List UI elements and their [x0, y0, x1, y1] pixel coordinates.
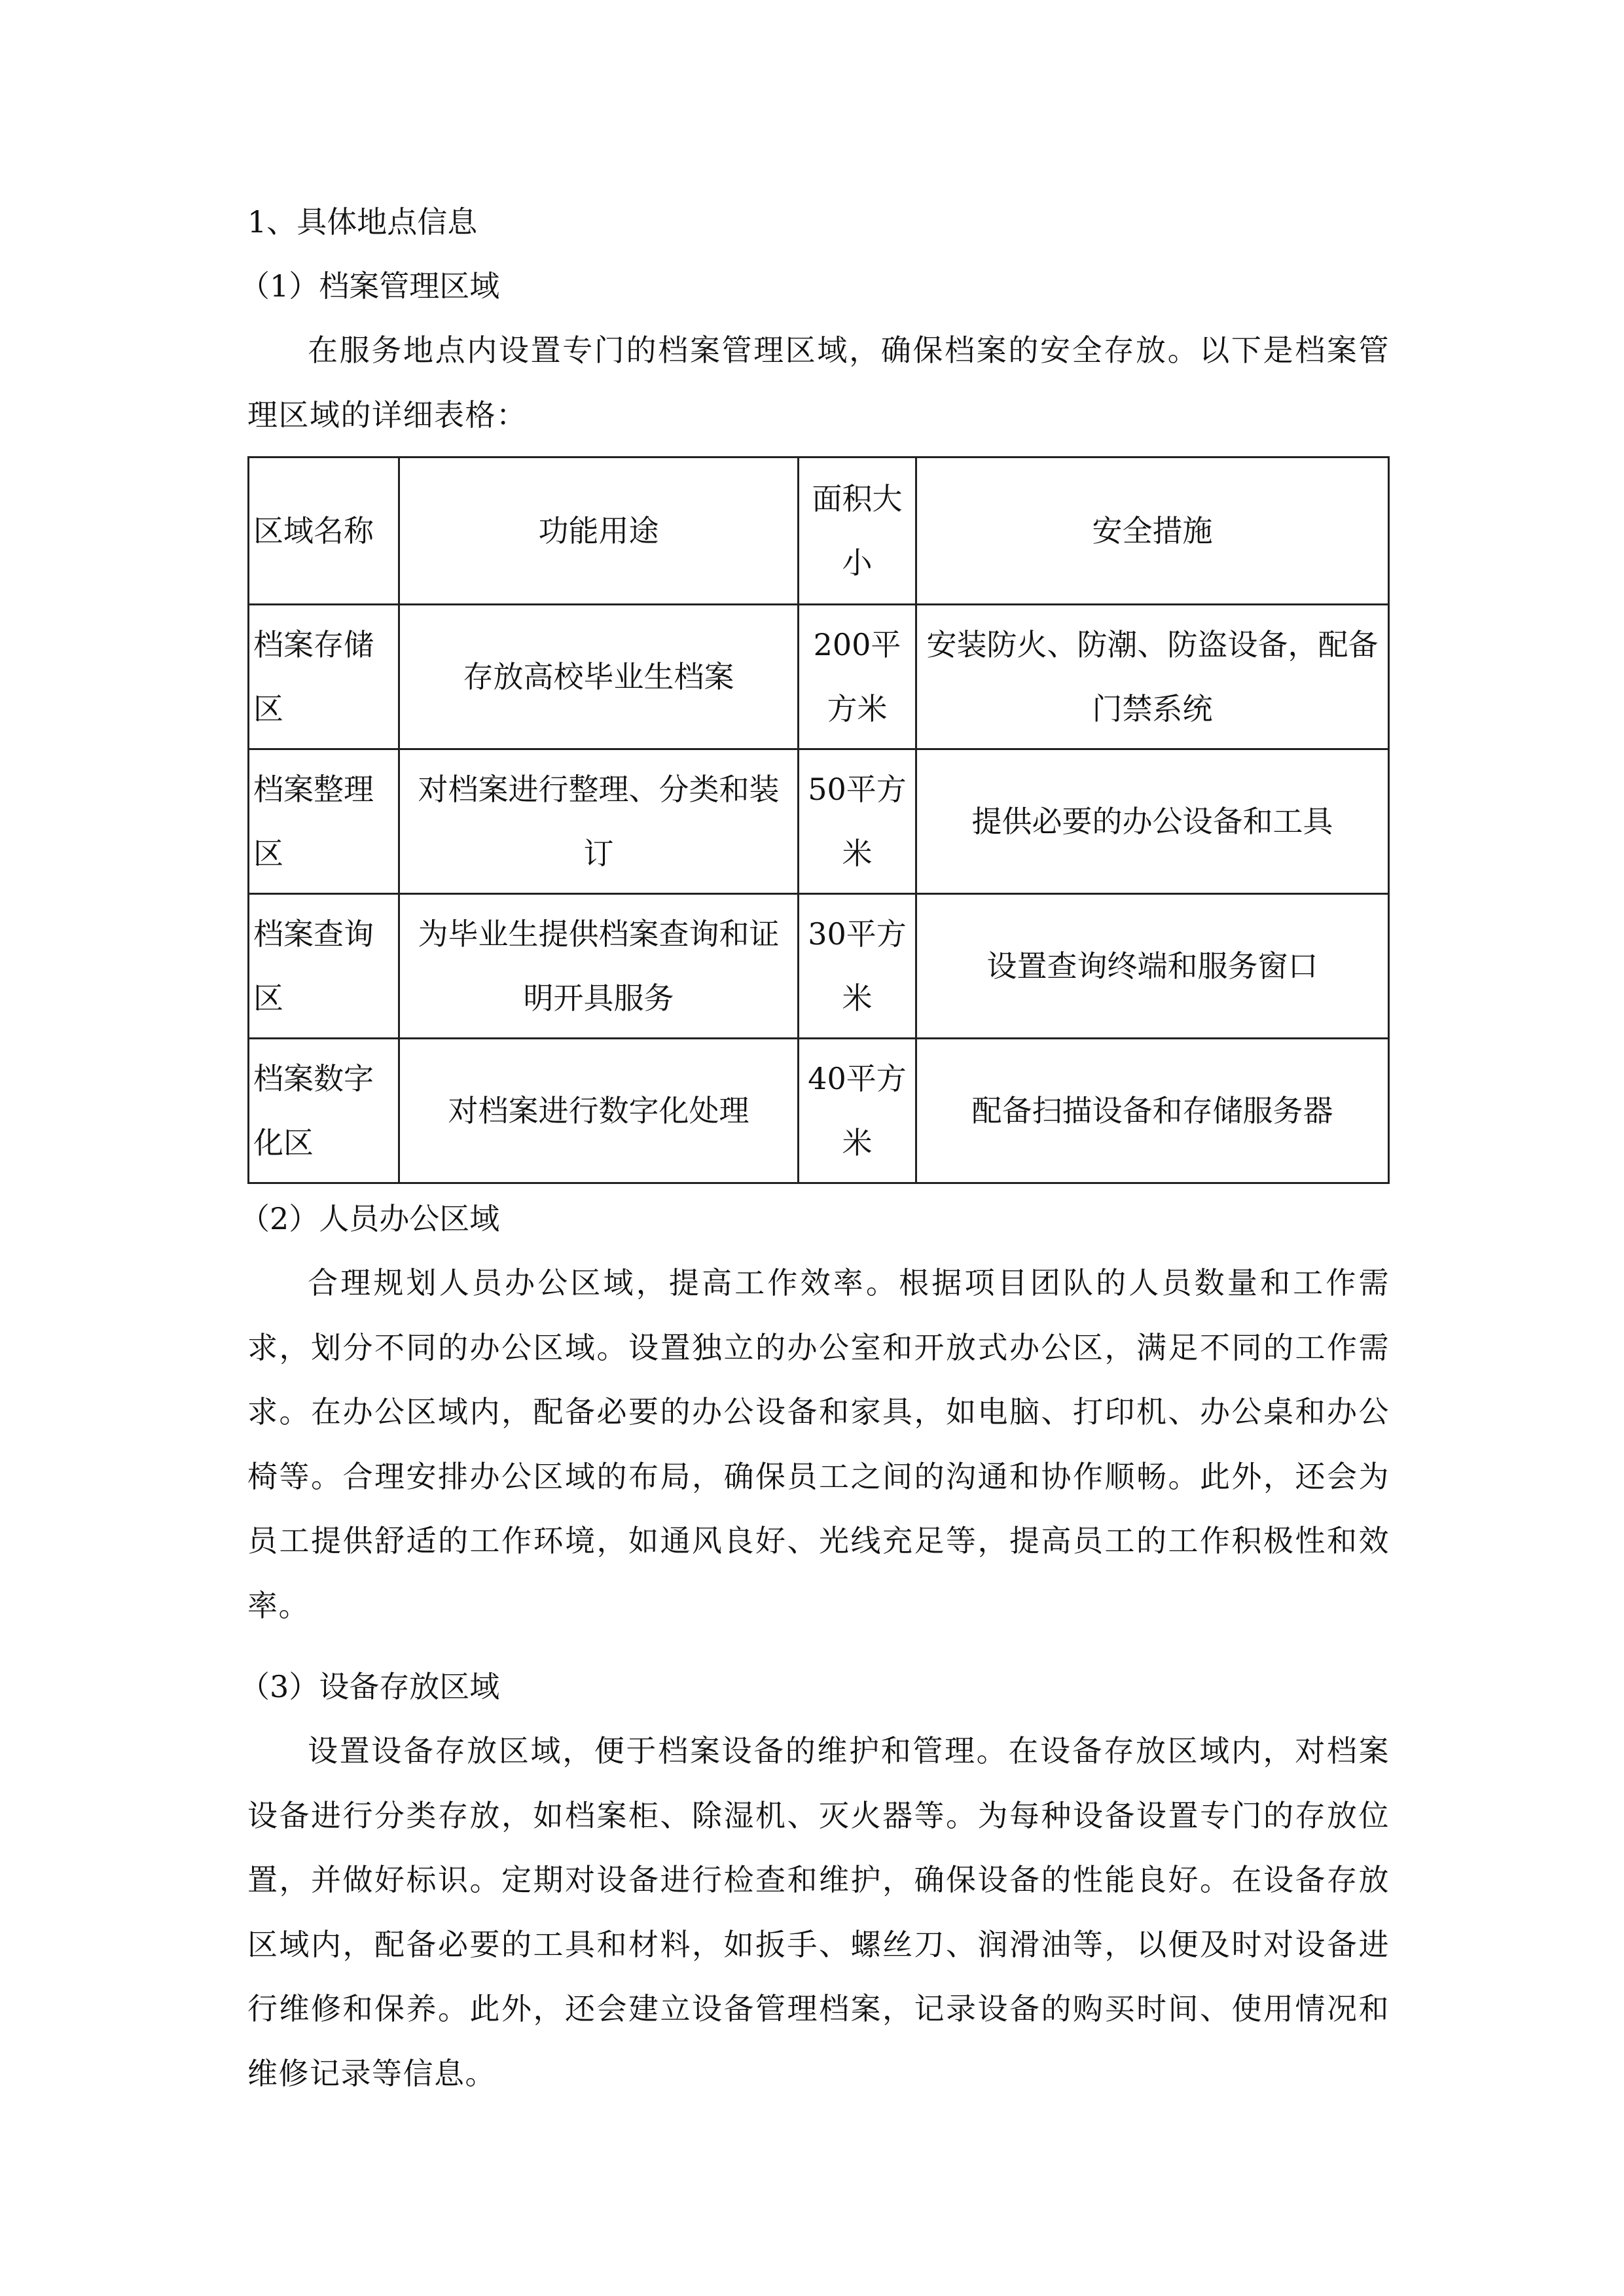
spacer — [247, 1638, 1390, 1655]
subsection-title-equipment-area: （3）设备存放区域 — [240, 1669, 500, 1704]
header-cell-area-name: 区域名称 — [249, 457, 399, 605]
table-row — [249, 749, 1389, 894]
header-cell-size: 面积大小 — [799, 457, 916, 605]
table-header-row — [249, 457, 1389, 605]
table-cell-function: 对档案进行整理、分类和装订 — [399, 749, 799, 894]
table-row — [249, 894, 1389, 1039]
table-cell-area-name: 档案整理区 — [249, 749, 399, 894]
table-cell-size: 30平方米 — [799, 894, 916, 1039]
table-cell-area-name: 档案查询区 — [249, 894, 399, 1039]
section-title: 1、具体地点信息 — [247, 204, 478, 240]
archive-area-table — [247, 456, 1390, 1184]
table-cell-function: 为毕业生提供档案查询和证明开具服务 — [399, 894, 799, 1039]
table-cell-size: 50平方米 — [799, 749, 916, 894]
header-cell-function: 功能用途 — [399, 457, 799, 605]
document-page — [240, 190, 1390, 2106]
table-cell-security: 设置查询终端和服务窗口 — [916, 894, 1389, 1039]
table-cell-function: 存放高校毕业生档案 — [399, 605, 799, 749]
table-cell-security: 安装防火、防潮、防盗设备，配备门禁系统 — [916, 605, 1389, 749]
table-row — [249, 1039, 1389, 1183]
table-cell-size: 200平方米 — [799, 605, 916, 749]
table-row — [249, 605, 1389, 749]
table-cell-function: 对档案进行数字化处理 — [399, 1039, 799, 1183]
archive-area-intro: 在服务地点内设置专门的档案管理区域，确保档案的安全存放。以下是档案管理区域的详细表格： — [247, 332, 1390, 433]
subsection-title-archive-area: （1）档案管理区域 — [240, 268, 500, 304]
table-cell-area-name: 档案存储区 — [249, 605, 399, 749]
table-cell-security: 配备扫描设备和存储服务器 — [916, 1039, 1389, 1183]
header-cell-security: 安全措施 — [916, 457, 1389, 605]
table-cell-security: 提供必要的办公设备和工具 — [916, 749, 1389, 894]
table-cell-size: 40平方米 — [799, 1039, 916, 1183]
archive-area-table-wrapper — [247, 456, 1390, 1184]
office-area-body: 合理规划人员办公区域，提高工作效率。根据项目团队的人员数量和工作需求，划分不同的办公区域。设置独立的办公室和开放式办公区，满足不同的工作需求。在办公区域内，配备必要的办公设备和家具，如电脑、打印机、办公桌和办公椅等。合理安排办公区域的布局，确保员工之间的沟通和协作顺畅。此外，还会为员工提供舒适的工作环境，如通风良好、光线充足等，提高员工的工作积极性和效率。 — [247, 1265, 1390, 1623]
subsection-title-office-area: （2）人员办公区域 — [240, 1201, 500, 1236]
equipment-area-body: 设置设备存放区域，便于档案设备的维护和管理。在设备存放区域内，对档案设备进行分类存放，如档案柜、除湿机、灭火器等。为每种设备设置专门的存放位置，并做好标识。定期对设备进行检查和维护，确保设备的性能良好。在设备存放区域内，配备必要的工具和材料，如扳手、螺丝刀、润滑油等，以便及时对设备进行维修和保养。此外，还会建立设备管理档案，记录设备的购买时间、使用情况和维修记录等信息。 — [247, 1733, 1390, 2091]
table-cell-area-name: 档案数字化区 — [249, 1039, 399, 1183]
